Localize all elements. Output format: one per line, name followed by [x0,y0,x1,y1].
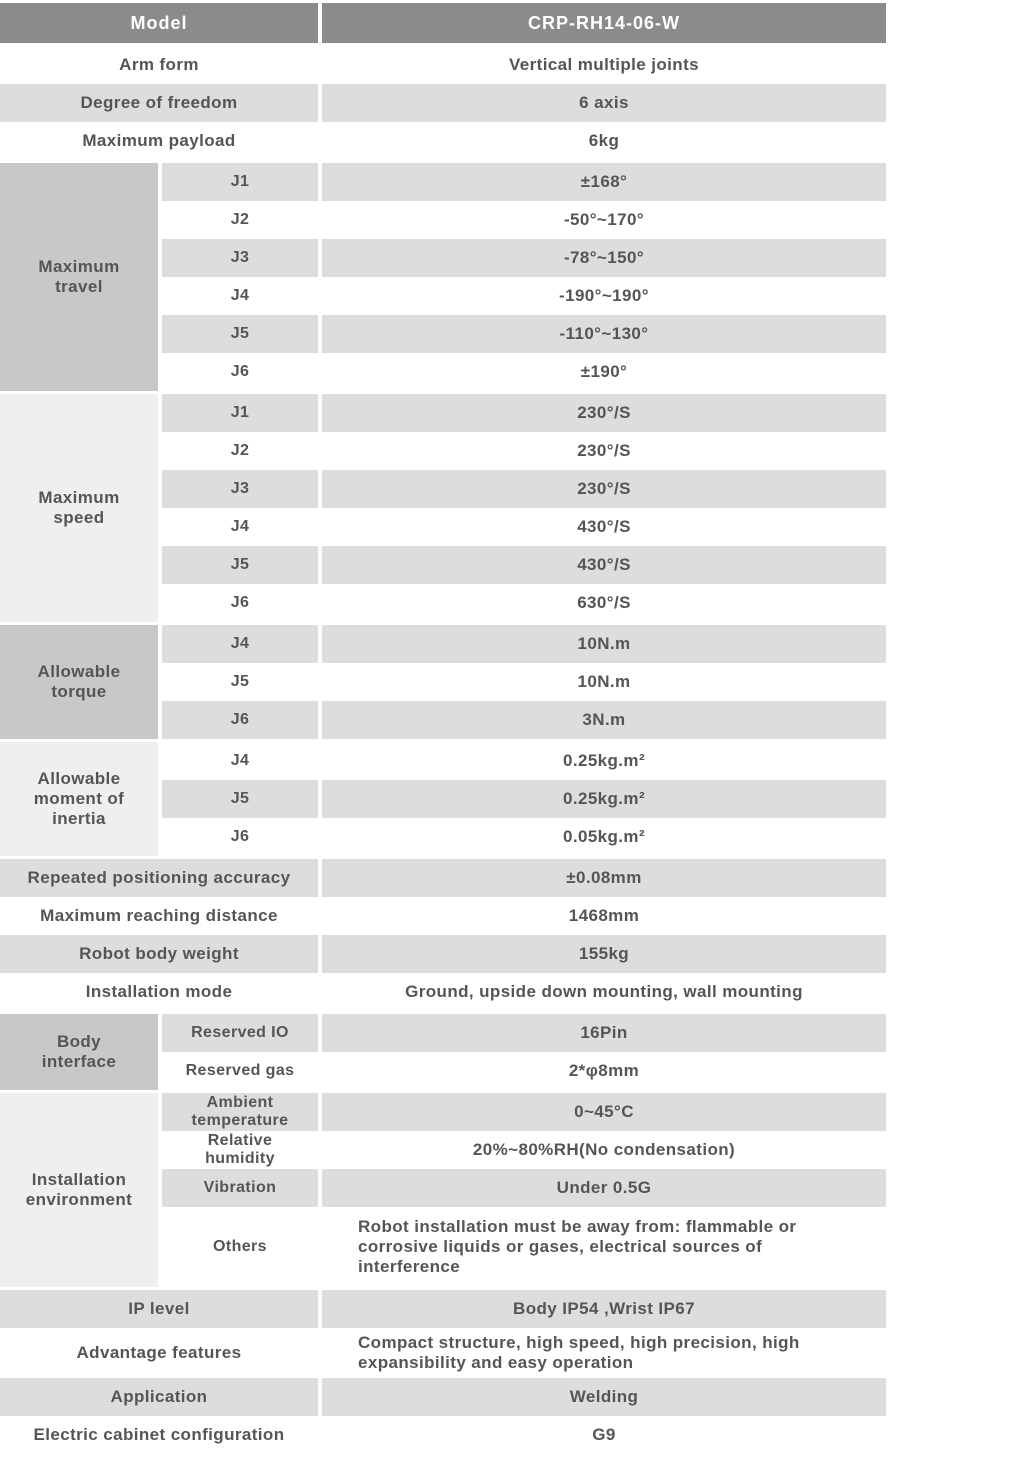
joint-label: J6 [162,818,318,856]
section-allowable-torque [0,625,886,739]
group-label-text: Maximum speed [38,487,120,527]
table-row-reserved-gas [162,1052,886,1090]
row-label: Robot body weight [0,935,318,973]
table-row-travel-j4 [162,277,886,315]
joint-value: 3N.m [322,701,886,739]
table-row-reaching-distance [0,897,886,935]
row-value: 155kg [322,935,886,973]
table-row-positioning-accuracy [0,859,886,897]
sub-label: Vibration [162,1169,318,1207]
row-value: Compact structure, high speed, high precision, high expansibility and easy operation [322,1328,886,1378]
sub-value: Robot installation must be away from: flammable or corrosive liquids or gases, electrical sources of interference [322,1207,886,1287]
table-row-travel-j1 [162,163,886,201]
row-value: Ground, upside down mounting, wall mounting [322,973,886,1011]
row-label: Degree of freedom [0,84,318,122]
row-value: Vertical multiple joints [322,46,886,84]
table-row-speed-j6 [162,584,886,622]
joint-label: J3 [162,470,318,508]
table-row-body-weight [0,935,886,973]
table-row-installation-mode [0,973,886,1011]
joint-value: -190°~190° [322,277,886,315]
joint-value: 430°/S [322,508,886,546]
joint-label: J5 [162,663,318,701]
joint-value: -78°~150° [322,239,886,277]
group-label-installation-environment [0,1093,158,1287]
bottom-rows [0,1290,886,1454]
row-label: Electric cabinet configuration [0,1416,318,1454]
group-label-text: Installation environment [25,1169,133,1209]
sub-label: Reserved gas [162,1052,318,1090]
mid-rows [0,859,886,1011]
table-row-relative-humidity [162,1131,886,1169]
joint-label: J2 [162,432,318,470]
table-row-reserved-io [162,1014,886,1052]
table-row-speed-j5 [162,546,886,584]
table-row-inertia-j6 [162,818,886,856]
section-body-interface [0,1014,886,1090]
table-row-torque-j5 [162,663,886,701]
table-row-torque-j4 [162,625,886,663]
table-row-vibration [162,1169,886,1207]
sub-value: 16Pin [322,1014,886,1052]
joint-label: J5 [162,315,318,353]
joint-label: J2 [162,201,318,239]
row-value: ±0.08mm [322,859,886,897]
sub-value: Under 0.5G [322,1169,886,1207]
sub-label: Reserved IO [162,1014,318,1052]
joint-label: J4 [162,742,318,780]
group-label-maximum-travel [0,163,158,391]
group-label-text: Maximum travel [38,256,120,296]
sub-label-text: Ambient temperature [191,1094,289,1129]
section-maximum-speed [0,394,886,622]
row-label: Application [0,1378,318,1416]
group-label-allowable-torque [0,625,158,739]
sub-value: 2*φ8mm [322,1052,886,1090]
group-label-text: Allowable torque [37,661,121,701]
group-label-text: Body interface [41,1031,117,1071]
joint-label: J6 [162,353,318,391]
sub-value: 20%~80%RH(No condensation) [322,1131,886,1169]
section-maximum-travel [0,163,886,391]
table-row-travel-j2 [162,201,886,239]
joint-value: ±168° [322,163,886,201]
table-row-torque-j6 [162,701,886,739]
model-header-label: Model [0,3,318,43]
joint-value: 430°/S [322,546,886,584]
row-value: Welding [322,1378,886,1416]
general-rows [0,46,886,160]
row-value: G9 [322,1416,886,1454]
row-value: 6 axis [322,84,886,122]
row-label: Advantage features [0,1328,318,1378]
joint-value: 0.05kg.m² [322,818,886,856]
table-row-electric-cabinet [0,1416,886,1454]
joint-label: J5 [162,780,318,818]
joint-value: 10N.m [322,663,886,701]
joint-value: 230°/S [322,432,886,470]
row-value: 6kg [322,122,886,160]
joint-label: J4 [162,625,318,663]
table-row-travel-j6 [162,353,886,391]
table-row-travel-j3 [162,239,886,277]
row-value: 1468mm [322,897,886,935]
row-label: Repeated positioning accuracy [0,859,318,897]
joint-label: J1 [162,394,318,432]
section-installation-environment [0,1093,886,1287]
joint-label: J4 [162,508,318,546]
sub-value: 0~45°C [322,1093,886,1131]
row-label: Installation mode [0,973,318,1011]
table-row-maximum-payload [0,122,886,160]
group-label-text: Allowable moment of inertia [33,768,125,829]
table-row-speed-j3 [162,470,886,508]
joint-value: ±190° [322,353,886,391]
joint-value: 0.25kg.m² [322,780,886,818]
sub-label [162,1093,318,1131]
table-row-inertia-j5 [162,780,886,818]
model-header-row [0,3,886,43]
group-label-allowable-inertia [0,742,158,856]
joint-label: J5 [162,546,318,584]
joint-value: -110°~130° [322,315,886,353]
sub-label: Others [162,1207,318,1287]
table-row-application [0,1378,886,1416]
joint-value: -50°~170° [322,201,886,239]
sub-label-text: Relative humidity [205,1132,275,1167]
joint-value: 630°/S [322,584,886,622]
table-row-inertia-j4 [162,742,886,780]
table-row-ambient-temperature [162,1093,886,1131]
model-header-value: CRP-RH14-06-W [322,3,886,43]
joint-label: J1 [162,163,318,201]
joint-value: 230°/S [322,394,886,432]
table-row-speed-j4 [162,508,886,546]
joint-label: J3 [162,239,318,277]
section-allowable-inertia [0,742,886,856]
table-row-travel-j5 [162,315,886,353]
table-row-degree-of-freedom [0,84,886,122]
joint-value: 230°/S [322,470,886,508]
row-label: IP level [0,1290,318,1328]
table-row-others [162,1207,886,1287]
row-value: Body IP54 ,Wrist IP67 [322,1290,886,1328]
table-row-speed-j1 [162,394,886,432]
table-row-arm-form [0,46,886,84]
joint-label: J6 [162,701,318,739]
row-label: Maximum reaching distance [0,897,318,935]
joint-label: J4 [162,277,318,315]
table-row-advantage-features [0,1328,886,1378]
joint-value: 10N.m [322,625,886,663]
table-row-speed-j2 [162,432,886,470]
row-label: Maximum payload [0,122,318,160]
sub-label [162,1131,318,1169]
joint-label: J6 [162,584,318,622]
table-row-ip-level [0,1290,886,1328]
group-label-maximum-speed [0,394,158,622]
row-label: Arm form [0,46,318,84]
group-label-body-interface [0,1014,158,1090]
joint-value: 0.25kg.m² [322,742,886,780]
